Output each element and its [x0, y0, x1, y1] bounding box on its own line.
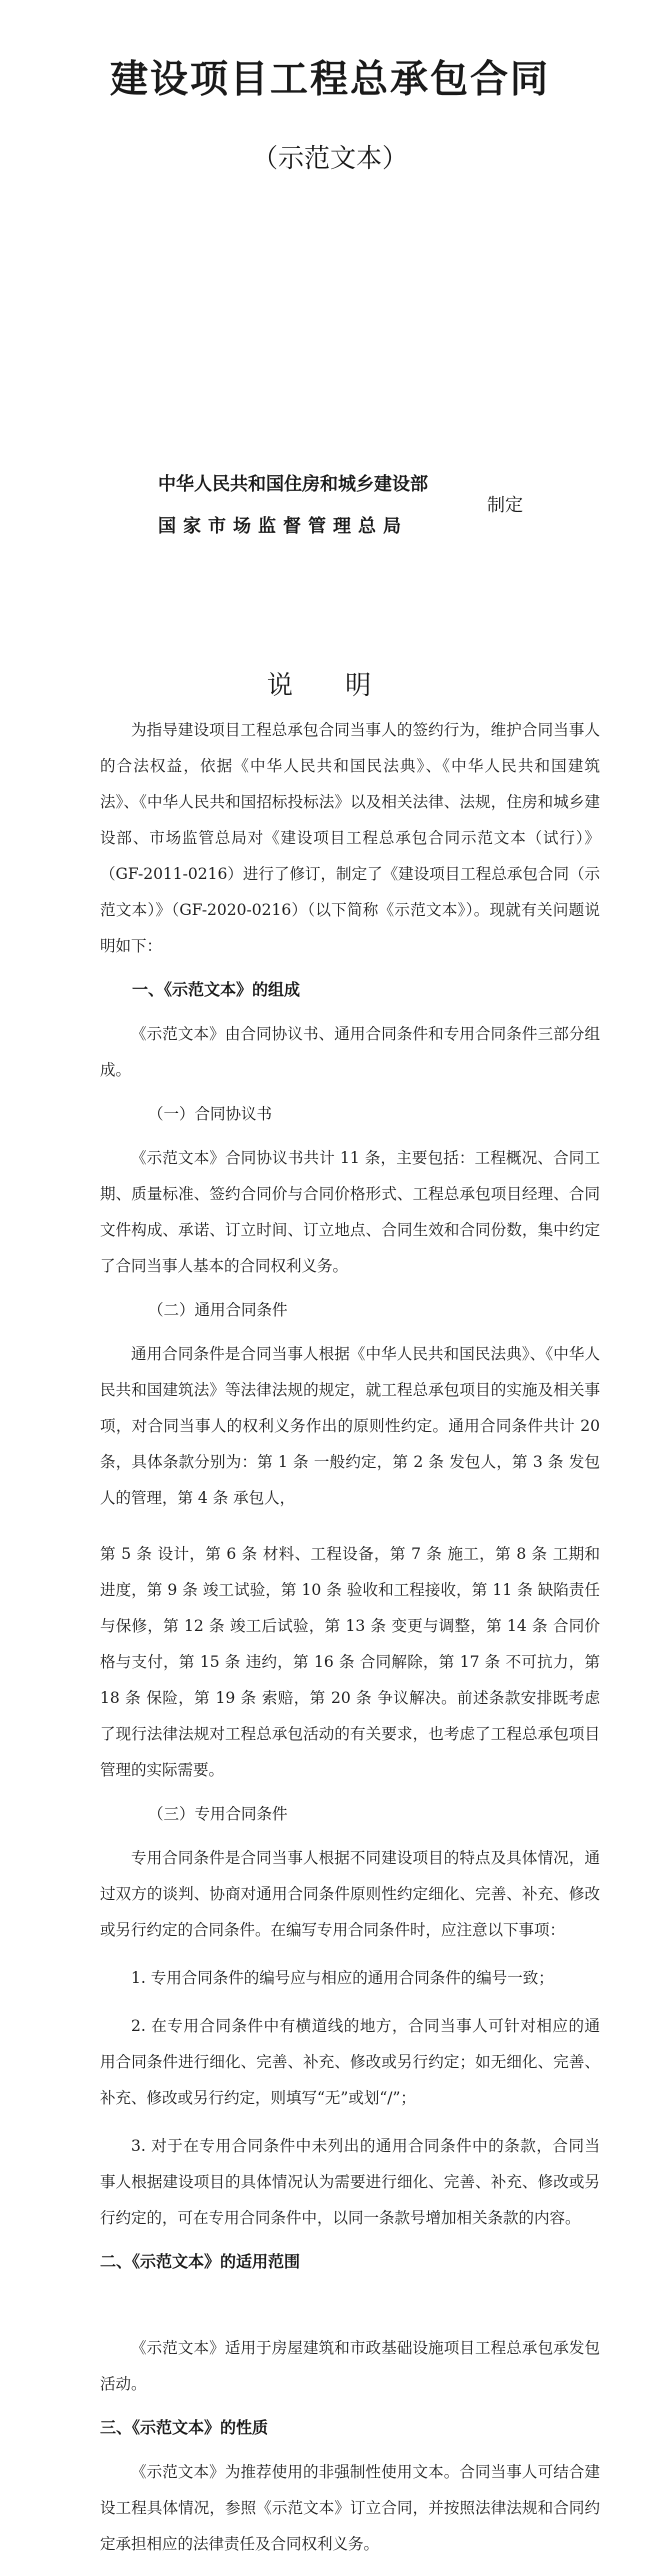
list-item: 3. 对于在专用合同条件中未列出的通用合同条件中的条款，合同当事人根据建设项目的具体情况认为需要进行细化、完善、补充、修改或另行约定的，可在专用合同条件中，以同一条款号增加相关条款的内容。	[100, 2137, 600, 2227]
list-item: 2. 在专用合同条件中有横道线的地方，合同当事人可针对相应的通用合同条件进行细化、完善、补充、修改或另行约定；如无细化、完善、补充、修改或另行约定，则填写“无”或划“/”；	[100, 2017, 600, 2107]
subsection-1-text: 《示范文本》合同协议书共计 11 条，主要包括：工程概况、合同工期、质量标准、签约合同价与合同价格形式、工程总承包项目经理、合同文件构成、承诺、订立时间、订立地点、合同生效和合同份数，集中约定了合同当事人基本的合同权利义务。	[100, 1149, 600, 1275]
section-1-text: 《示范文本》由合同协议书、通用合同条件和专用合同条件三部分组成。	[100, 1025, 600, 1079]
subsection-2-text-a: 通用合同条件是合同当事人根据《中华人民共和国民法典》、《中华人民共和国建筑法》等法律法规的规定，就工程总承包项目的实施及相关事项，对合同当事人的权利义务作出的原则性约定。通用合同条件共计 20 条，具体条款分别为：第 1 条 一般约定，第 2 条 发包人，第 3 条 发包人的管理，第 4 条 承包人，	[100, 1345, 600, 1507]
subsection-2-text-b: 第 5 条 设计，第 6 条 材料、工程设备，第 7 条 施工，第 8 条 工期和进度，第 9 条 竣工试验，第 10 条 验收和工程接收，第 11 条 缺陷责任与保修，第 12 条 竣工后试验，第 13 条 变更与调整，第 14 条 合同价格与支付，第 15 条 违约，第 16 条 合同解除，第 17 条 不可抗力，第 18 条 保险，第 19 条 索赔，第 20 条 争议解决。前述条款安排既考虑了现行法律法规对工程总承包活动的有关要求，也考虑了工程总承包项目管理的实际需要。	[100, 1545, 600, 1779]
intro-paragraph: 为指导建设项目工程总承包合同当事人的签约行为，维护合同当事人的合法权益，依据《中华人民共和国民法典》、《中华人民共和国建筑法》、《中华人民共和国招标投标法》以及相关法律、法规，住房和城乡建设部、市场监管总局对《建设项目工程总承包合同示范文本（试行）》（GF-2011-0216）进行了修订，制定了《建设项目工程总承包合同（示范文本）》（GF-2020-0216）（以下简称《示范文本》）。现就有关问题说明如下：	[100, 721, 600, 955]
section-3-text: 《示范文本》为推荐使用的非强制性使用文本。合同当事人可结合建设工程具体情况，参照《示范文本》订立合同，并按照法律法规和合同约定承担相应的法律责任及合同权利义务。	[100, 2463, 600, 2553]
issuer-ministry: 中华人民共和国住房和城乡建设部	[158, 474, 428, 495]
subsection-1-heading: （一）合同协议书	[148, 1105, 273, 1123]
subsection-2-heading: （二）通用合同条件	[148, 1301, 288, 1319]
document-body	[100, 712, 600, 2562]
section-2-text: 《示范文本》适用于房屋建筑和市政基础设施项目工程总承包承发包活动。	[100, 2339, 600, 2393]
subsection-3-heading: （三）专用合同条件	[148, 1805, 288, 1823]
document-title: 建设项目工程总承包合同	[109, 57, 550, 101]
document-subtitle: （示范文本）	[251, 144, 408, 174]
section-3-heading: 三、《示范文本》的性质	[100, 2418, 269, 2437]
section-2-heading: 二、《示范文本》的适用范围	[100, 2252, 301, 2271]
explanation-heading: 说 明	[266, 671, 394, 701]
subsection-3-text: 专用合同条件是合同当事人根据不同建设项目的特点及具体情况，通过双方的谈判、协商对通用合同条件原则性约定细化、完善、补充、修改或另行约定的合同条件。在编写专用合同条件时，应注意以下事项：	[100, 1849, 600, 1939]
issued-label: 制定	[487, 495, 523, 516]
list-item: 1. 专用合同条件的编号应与相应的通用合同条件的编号一致；	[131, 1969, 554, 1987]
issuer-samr: 国家市场监督管理总局	[158, 516, 408, 537]
section-1-heading: 一、《示范文本》的组成	[132, 980, 301, 999]
